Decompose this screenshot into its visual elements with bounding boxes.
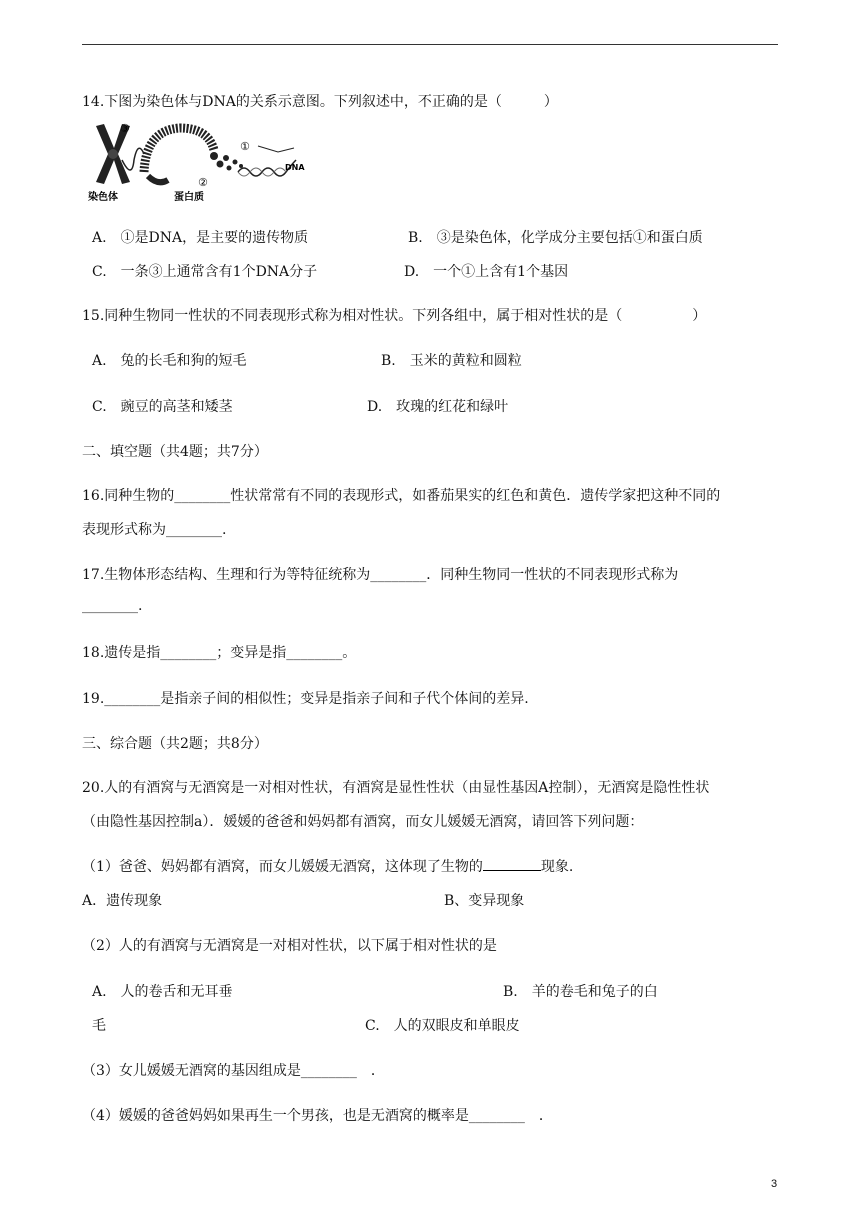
- q14-option-b: B. ③是染色体，化学成分主要包括①和蛋白质: [408, 230, 703, 246]
- q16-line2: 表现形式称为________.: [82, 522, 227, 538]
- q15-option-c: C. 豌豆的高茎和矮茎: [92, 399, 233, 415]
- q20-part2-option-b: B. 羊的卷毛和兔子的白: [503, 984, 658, 1000]
- label-dna: DNA: [285, 163, 305, 172]
- q17-line1: 17.生物体形态结构、生理和行为等特征统称为________．同种生物同一性状的不同表现形式称为: [82, 567, 679, 583]
- answer-blank[interactable]: [483, 856, 541, 871]
- q15-option-a: A. 兔的长毛和狗的短毛: [92, 353, 247, 369]
- q15-stem: 15.同种生物同一性状的不同表现形式称为相对性状。下列各组中，属于相对性状的是（ ）: [82, 308, 707, 324]
- label-num1: ①: [240, 140, 250, 153]
- q20-part1-option-a: A．遗传现象: [82, 893, 163, 909]
- label-num2: ②: [198, 176, 208, 189]
- q18: 18.遗传是指________；变异是指________。: [82, 645, 357, 661]
- q20-part1-suffix: 现象.: [540, 859, 574, 875]
- coiled-chromatin-icon: [144, 128, 214, 182]
- q17-line2: ________.: [82, 598, 143, 614]
- q19: 19.________是指亲子间的相似性；变异是指亲子间和子代个体间的差异.: [82, 691, 529, 707]
- label-protein: 蛋白质: [174, 192, 204, 202]
- q14-option-a: A. ①是DNA，是主要的遗传物质: [92, 230, 309, 246]
- section-heading-comprehensive: 三、综合题（共2题；共8分）: [82, 736, 268, 752]
- chromosome-dna-figure: [88, 120, 318, 202]
- q20-part1-option-b: B、变异现象: [444, 893, 525, 909]
- q14-option-d: D. 一个①上含有1个基因: [404, 264, 569, 280]
- label-chromosome: 染色体: [88, 192, 118, 202]
- q20-part2-option-b-cont: 毛: [92, 1018, 106, 1034]
- q14-option-c: C. 一条③上通常含有1个DNA分子: [92, 264, 318, 280]
- q14-stem: 14.下图为染色体与DNA的关系示意图。下列叙述中，不正确的是（ ）: [82, 94, 558, 110]
- q20-part1: [82, 856, 573, 876]
- q20-part2-option-a: A. 人的卷舌和无耳垂: [92, 984, 233, 1000]
- page-number: 3: [771, 1178, 778, 1190]
- q15-option-d: D. 玫瑰的红花和绿叶: [367, 399, 509, 415]
- section-heading-fill-blank: 二、填空题（共4题；共7分）: [82, 444, 268, 460]
- q20-part4: （4）媛媛的爸爸妈妈如果再生一个男孩，也是无酒窝的概率是________ ．: [82, 1108, 553, 1124]
- nucleosome-beads: [210, 152, 243, 171]
- q20-part3: （3）女儿媛媛无酒窝的基因组成是________ ．: [82, 1063, 385, 1079]
- label-num3: ③: [120, 122, 130, 135]
- q16-line1: 16.同种生物的________性状常常有不同的表现形式，如番茄果实的红色和黄色．遗传学家把这种不同的: [82, 488, 721, 504]
- header-rule: [82, 44, 778, 45]
- q20-part2: （2）人的有酒窝与无酒窝是一对相对性状，以下属于相对性状的是: [82, 938, 497, 954]
- q20-part2-option-c: C. 人的双眼皮和单眼皮: [365, 1018, 520, 1034]
- q20-line1: 20.人的有酒窝与无酒窝是一对相对性状，有酒窝是显性性状（由显性基因A控制），无酒窝是隐性性状: [82, 780, 710, 796]
- q20-part1-prefix: （1）爸爸、妈妈都有酒窝，而女儿媛媛无酒窝，这体现了生物的: [82, 859, 483, 875]
- q20-line2: （由隐性基因控制a）．媛媛的爸爸和妈妈都有酒窝，而女儿媛媛无酒窝，请回答下列问题：: [82, 814, 644, 830]
- q15-option-b: B. 玉米的黄粒和圆粒: [381, 353, 522, 369]
